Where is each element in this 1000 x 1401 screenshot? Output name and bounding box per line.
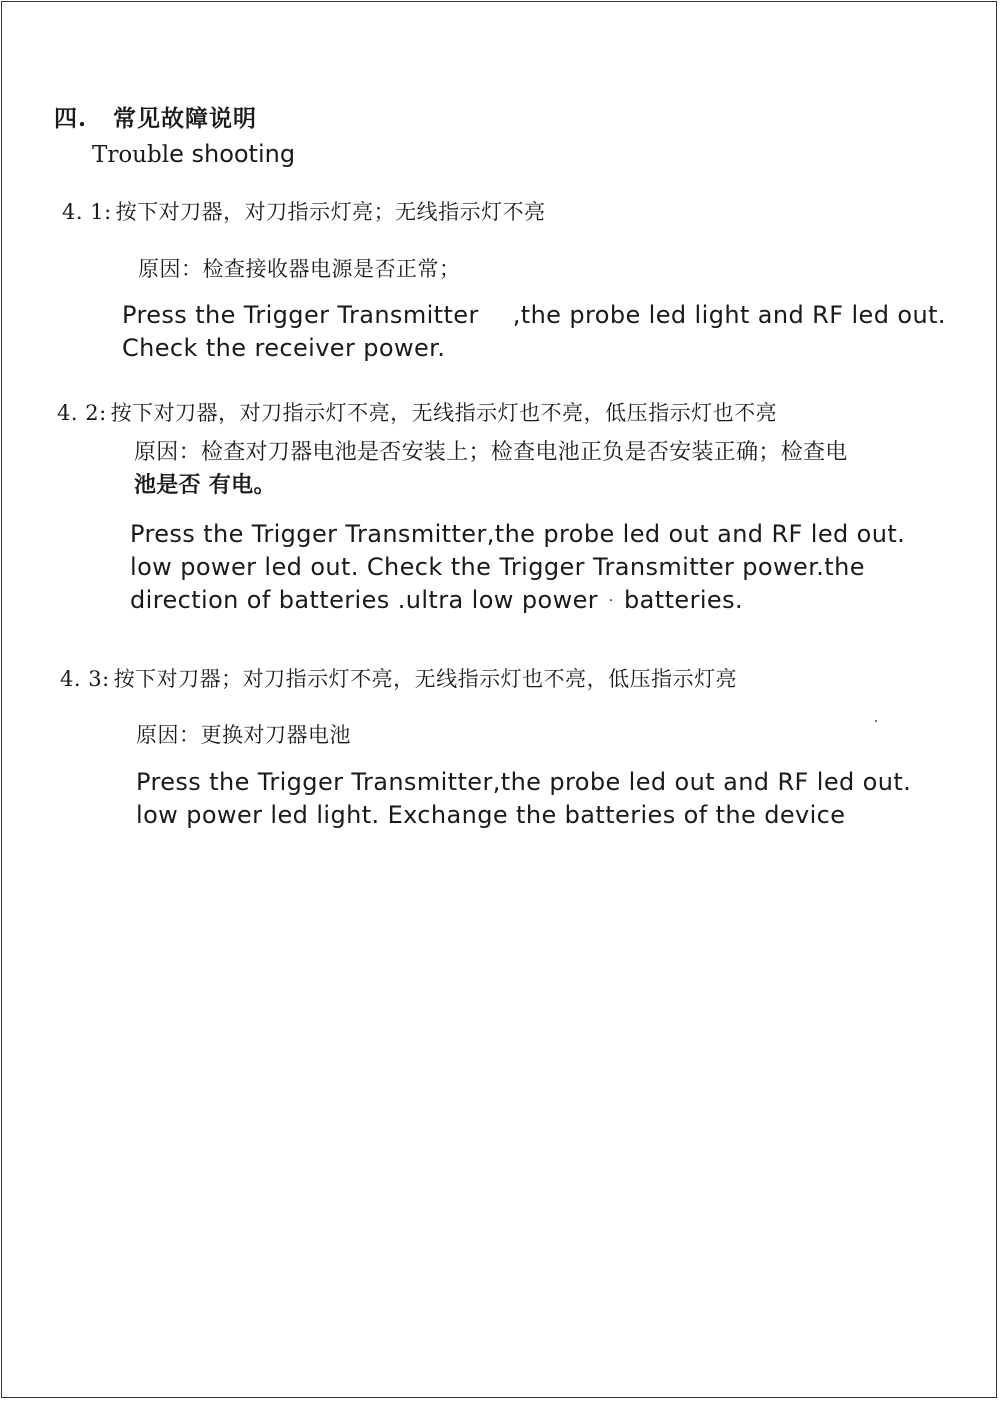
- item-1-reason-en-line2: Check the receiver power.: [122, 334, 446, 362]
- item-1-reason-en-line1: [122, 299, 946, 332]
- item-2-number: 4. 2:: [57, 401, 107, 425]
- section-heading-cn: [54, 100, 257, 133]
- item-2-en-line3-part1: direction of batteries .ultra low power: [130, 586, 599, 614]
- section-heading-en: [92, 140, 295, 168]
- item-3-number: 4. 3:: [60, 667, 110, 691]
- section-number: 四.: [54, 105, 88, 132]
- section-title-cn: 常见故障说明: [113, 105, 258, 132]
- item-3-reason-en-line2: low power led light. Exchange the batteries of the device: [136, 801, 846, 829]
- item-2-reason-en-line3: [130, 584, 743, 618]
- item-1-en-line1-part2: ,the probe led light and RF led out.: [512, 301, 946, 329]
- item-2-reason-cn-line2: 池是否 有电。: [134, 473, 276, 498]
- item-3-reason-cn: 原因：更换对刀器电池: [136, 723, 351, 747]
- item-3-reason-en-line1: Press the Trigger Transmitter,the probe led out and RF led out.: [136, 768, 912, 796]
- item-2-en-line3-dot: ·: [608, 592, 614, 609]
- item-2-symptom-text: 按下对刀器，对刀指示灯不亮，无线指示灯也不亮，低压指示灯也不亮: [110, 401, 778, 425]
- item-1-number: 4. 1:: [62, 200, 112, 224]
- item-3-symptom: [60, 663, 737, 693]
- item-2-en-line3-part2: batteries.: [624, 586, 744, 614]
- item-2-reason-en-line2: low power led out. Check the Trigger Transmitter power.the: [130, 553, 865, 581]
- item-2-reason-en-line1: Press the Trigger Transmitter,the probe led out and RF led out.: [130, 520, 906, 548]
- speck-mark: [875, 720, 877, 722]
- item-1-en-line1-part1: Press the Trigger Transmitter: [122, 301, 479, 329]
- item-2-symptom: [57, 397, 777, 427]
- item-3-symptom-text: 按下对刀器；对刀指示灯不亮，无线指示灯也不亮，低压指示灯亮: [113, 667, 738, 691]
- item-1-symptom: [62, 196, 546, 226]
- section-title-en-part1: Troubl: [92, 142, 170, 168]
- item-1-symptom-text: 按下对刀器，对刀指示灯亮；无线指示灯不亮: [115, 200, 546, 224]
- section-title-en-part2: e shooting: [169, 140, 296, 168]
- item-1-reason-cn: 原因：检查接收器电源是否正常；: [138, 257, 461, 281]
- item-2-reason-cn-line1: 原因：检查对刀器电池是否安装上；检查电池正负是否安装正确；检查电: [134, 440, 848, 465]
